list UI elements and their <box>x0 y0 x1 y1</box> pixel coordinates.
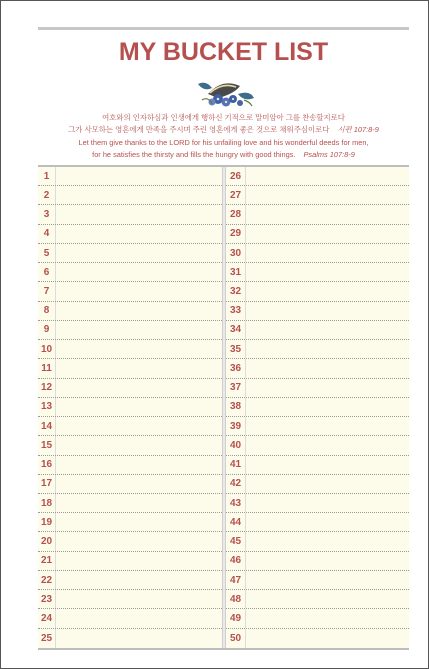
list-item-number: 8 <box>38 302 56 320</box>
list-item-writing-line[interactable] <box>244 513 409 531</box>
list-item-number: 30 <box>226 244 246 262</box>
list-item <box>38 263 222 282</box>
list-item-writing-line[interactable] <box>56 398 222 416</box>
list-item-writing-line[interactable] <box>56 340 222 358</box>
list-item-writing-line[interactable] <box>244 417 409 435</box>
list-item-number: 35 <box>226 340 246 358</box>
list-item <box>38 321 222 340</box>
list-item <box>226 609 409 628</box>
list-item-number: 9 <box>38 321 56 339</box>
list-item-number: 21 <box>38 552 56 570</box>
list-item <box>226 398 409 417</box>
list-item <box>38 590 222 609</box>
list-item-number: 31 <box>226 263 246 281</box>
list-item-writing-line[interactable] <box>56 417 222 435</box>
list-item <box>226 205 409 224</box>
list-item-writing-line[interactable] <box>244 282 409 300</box>
list-item-writing-line[interactable] <box>244 398 409 416</box>
list-item-number: 27 <box>226 186 246 204</box>
list-item-writing-line[interactable] <box>244 629 409 648</box>
list-item <box>226 379 409 398</box>
list-item-writing-line[interactable] <box>56 475 222 493</box>
list-item <box>226 456 409 475</box>
verse-korean-text-2: 그가 사모하는 영혼에게 만족을 주시며 주린 영혼에게 좋은 것으로 채워주심이로다 <box>68 125 330 134</box>
list-item <box>226 167 409 186</box>
list-item-writing-line[interactable] <box>244 321 409 339</box>
list-item-number: 29 <box>226 225 246 243</box>
list-bottom-rule <box>38 648 409 650</box>
list-item-number: 48 <box>226 590 246 608</box>
list-item <box>38 552 222 571</box>
list-item <box>38 282 222 301</box>
list-item-writing-line[interactable] <box>56 494 222 512</box>
list-item <box>226 417 409 436</box>
list-item <box>226 321 409 340</box>
list-item <box>38 398 222 417</box>
list-item-writing-line[interactable] <box>244 571 409 589</box>
list-item-number: 15 <box>38 436 56 454</box>
list-item <box>226 532 409 551</box>
list-item-number: 40 <box>226 436 246 454</box>
list-item <box>38 436 222 455</box>
list-item <box>38 532 222 551</box>
list-item-number: 20 <box>38 532 56 550</box>
list-item-number: 25 <box>38 629 56 648</box>
list-item-writing-line[interactable] <box>56 167 222 185</box>
list-item <box>226 225 409 244</box>
list-item-number: 49 <box>226 609 246 627</box>
list-item-number: 50 <box>226 629 246 648</box>
list-item <box>226 571 409 590</box>
list-item-number: 4 <box>38 225 56 243</box>
list-item <box>38 417 222 436</box>
list-item-writing-line[interactable] <box>244 225 409 243</box>
list-item-writing-line[interactable] <box>244 302 409 320</box>
list-item <box>38 379 222 398</box>
list-item-writing-line[interactable] <box>244 186 409 204</box>
list-item-number: 46 <box>226 552 246 570</box>
list-item-number: 3 <box>38 205 56 223</box>
list-item-number: 2 <box>38 186 56 204</box>
list-item-writing-line[interactable] <box>56 609 222 627</box>
list-item-number: 34 <box>226 321 246 339</box>
bucket-list-left-column <box>38 167 222 648</box>
list-item-writing-line[interactable] <box>244 532 409 550</box>
verse-korean-line-2 <box>38 125 409 135</box>
list-item <box>226 244 409 263</box>
flower-bouquet-icon <box>188 72 262 110</box>
list-item <box>226 629 409 648</box>
list-item <box>38 186 222 205</box>
list-item <box>38 225 222 244</box>
list-item-number: 5 <box>38 244 56 262</box>
verse-english-text-1: Let them give thanks to the LORD for his unfailing love and his wonderful deeds for men, <box>78 138 369 147</box>
list-item-number: 32 <box>226 282 246 300</box>
list-item-writing-line[interactable] <box>56 590 222 608</box>
list-item-number: 18 <box>38 494 56 512</box>
list-item-writing-line[interactable] <box>56 552 222 570</box>
list-item-number: 24 <box>38 609 56 627</box>
verse-english-line-1 <box>38 138 409 148</box>
list-item-writing-line[interactable] <box>56 436 222 454</box>
verse-english-reference: Psalms 107:8-9 <box>303 150 355 159</box>
list-item-number: 17 <box>38 475 56 493</box>
list-item-writing-line[interactable] <box>56 205 222 223</box>
list-item-number: 26 <box>226 167 246 185</box>
list-item-writing-line[interactable] <box>56 321 222 339</box>
list-item <box>38 167 222 186</box>
top-rule <box>38 27 409 30</box>
list-item-number: 47 <box>226 571 246 589</box>
list-item-number: 16 <box>38 456 56 474</box>
list-item <box>38 205 222 224</box>
verse-english-text-2: for he satisfies the thirsty and fills the hungry with good things. <box>92 150 296 159</box>
page-title: MY BUCKET LIST <box>118 38 329 66</box>
list-item-writing-line[interactable] <box>56 379 222 397</box>
list-item <box>38 340 222 359</box>
list-item-writing-line[interactable] <box>244 590 409 608</box>
list-item <box>226 552 409 571</box>
list-item-writing-line[interactable] <box>244 456 409 474</box>
list-item-writing-line[interactable] <box>56 359 222 377</box>
list-item-number: 37 <box>226 379 246 397</box>
list-item-number: 11 <box>38 359 56 377</box>
list-item-writing-line[interactable] <box>244 379 409 397</box>
list-item-number: 10 <box>38 340 56 358</box>
list-item-number: 12 <box>38 379 56 397</box>
list-item-number: 28 <box>226 205 246 223</box>
list-item-number: 6 <box>38 263 56 281</box>
list-item-writing-line[interactable] <box>56 513 222 531</box>
list-item-number: 22 <box>38 571 56 589</box>
list-item-writing-line[interactable] <box>244 244 409 262</box>
bucket-list-right-column <box>226 167 409 648</box>
list-item <box>38 302 222 321</box>
list-item-writing-line[interactable] <box>56 456 222 474</box>
list-item-number: 36 <box>226 359 246 377</box>
list-item-number: 42 <box>226 475 246 493</box>
list-item-writing-line[interactable] <box>244 359 409 377</box>
list-item <box>38 359 222 378</box>
list-item-number: 14 <box>38 417 56 435</box>
verse-english-line-2 <box>38 150 409 160</box>
verse-korean-line-1 <box>38 113 409 123</box>
list-item-number: 33 <box>226 302 246 320</box>
list-item <box>38 629 222 648</box>
list-item <box>38 475 222 494</box>
list-item <box>38 494 222 513</box>
list-item-writing-line[interactable] <box>244 205 409 223</box>
list-item <box>226 302 409 321</box>
list-item <box>38 609 222 628</box>
list-item <box>226 282 409 301</box>
list-item-number: 1 <box>38 167 56 185</box>
list-item <box>226 436 409 455</box>
list-item <box>38 244 222 263</box>
list-item <box>38 513 222 532</box>
list-item <box>226 590 409 609</box>
list-item-writing-line[interactable] <box>56 225 222 243</box>
list-item <box>226 340 409 359</box>
list-item <box>226 475 409 494</box>
list-item-writing-line[interactable] <box>244 609 409 627</box>
list-item-number: 23 <box>38 590 56 608</box>
list-item-number: 7 <box>38 282 56 300</box>
list-item <box>226 186 409 205</box>
list-item-writing-line[interactable] <box>244 475 409 493</box>
list-item-writing-line[interactable] <box>244 494 409 512</box>
list-item-writing-line[interactable] <box>56 186 222 204</box>
list-item-writing-line[interactable] <box>56 282 222 300</box>
list-item-writing-line[interactable] <box>244 552 409 570</box>
list-item-number: 43 <box>226 494 246 512</box>
list-item-writing-line[interactable] <box>244 263 409 281</box>
list-item <box>226 494 409 513</box>
list-item <box>38 456 222 475</box>
list-item <box>226 513 409 532</box>
verse-korean-reference: 시편 107:8-9 <box>337 125 379 134</box>
list-item-writing-line[interactable] <box>56 571 222 589</box>
list-item-number: 13 <box>38 398 56 416</box>
list-item <box>38 571 222 590</box>
list-item-number: 19 <box>38 513 56 531</box>
list-item-writing-line[interactable] <box>244 340 409 358</box>
list-item-writing-line[interactable] <box>56 629 222 648</box>
list-item-writing-line[interactable] <box>244 436 409 454</box>
list-item <box>226 263 409 282</box>
list-item-number: 41 <box>226 456 246 474</box>
list-item-writing-line[interactable] <box>56 532 222 550</box>
list-item-number: 44 <box>226 513 246 531</box>
list-item-writing-line[interactable] <box>244 167 409 185</box>
list-item <box>226 359 409 378</box>
verse-korean-text-1: 여호와의 인자하심과 인생에게 행하신 기적으로 말미암아 그를 찬송할지로다 <box>102 113 345 122</box>
list-item-number: 39 <box>226 417 246 435</box>
list-item-writing-line[interactable] <box>56 302 222 320</box>
list-item-number: 38 <box>226 398 246 416</box>
list-item-writing-line[interactable] <box>56 244 222 262</box>
list-item-number: 45 <box>226 532 246 550</box>
list-item-writing-line[interactable] <box>56 263 222 281</box>
